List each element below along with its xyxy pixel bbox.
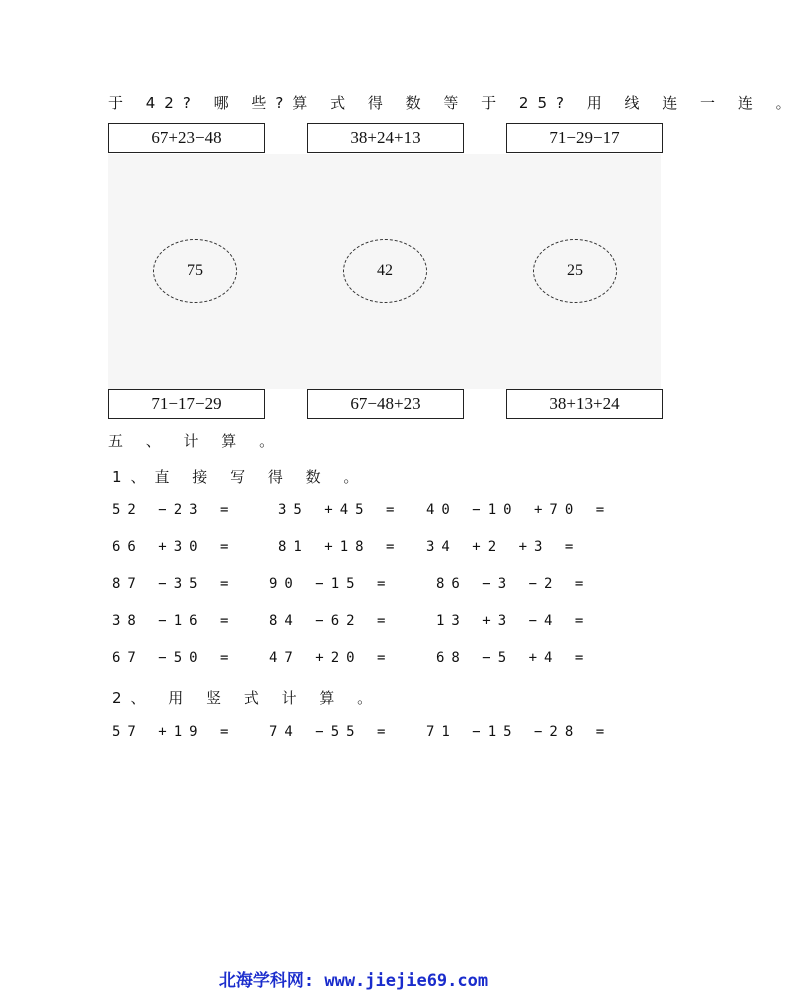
- equation: 74 −55 =: [269, 724, 393, 740]
- equation: 40 −10 +70 =: [426, 502, 612, 518]
- section5-title: 五 、 计 算 。: [108, 432, 284, 450]
- equation: 47 +20 =: [269, 650, 393, 666]
- equation: 84 −62 =: [269, 613, 393, 629]
- equation: 86 −3 −2 =: [436, 576, 591, 592]
- equation: 66 +30 =: [112, 539, 236, 555]
- equation: 67 −50 =: [112, 650, 236, 666]
- expression-box-top-2[interactable]: 38+24+13: [307, 123, 464, 153]
- equation: 68 −5 +4 =: [436, 650, 591, 666]
- expression-box-top-3[interactable]: 71−29−17: [506, 123, 663, 153]
- answer-circle-3[interactable]: 25: [533, 239, 617, 303]
- equation: 71 −15 −28 =: [426, 724, 612, 740]
- equation: 57 +19 =: [112, 724, 236, 740]
- sub2-title: 2、 用 竖 式 计 算 。: [112, 689, 382, 707]
- equation: 81 +18 =: [278, 539, 402, 555]
- footer-watermark[interactable]: 北海学科网: www.jiejie69.com: [218, 971, 489, 991]
- sub1-title: 1、直 接 写 得 数 。: [112, 468, 368, 486]
- matching-panel: [108, 154, 661, 389]
- equation: 90 −15 =: [269, 576, 393, 592]
- equation: 34 +2 +3 =: [426, 539, 581, 555]
- equation: 38 −16 =: [112, 613, 236, 629]
- intro-line: 于 42? 哪 些?算 式 得 数 等 于 25? 用 线 连 一 连 。: [108, 94, 800, 112]
- equation: 35 +45 =: [278, 502, 402, 518]
- equation: 13 +3 −4 =: [436, 613, 591, 629]
- expression-box-top-1[interactable]: 67+23−48: [108, 123, 265, 153]
- answer-circle-2[interactable]: 42: [343, 239, 427, 303]
- equation: 87 −35 =: [112, 576, 236, 592]
- equation: 52 −23 =: [112, 502, 236, 518]
- answer-circle-1[interactable]: 75: [153, 239, 237, 303]
- expression-box-bottom-1[interactable]: 71−17−29: [108, 389, 265, 419]
- expression-box-bottom-3[interactable]: 38+13+24: [506, 389, 663, 419]
- expression-box-bottom-2[interactable]: 67−48+23: [307, 389, 464, 419]
